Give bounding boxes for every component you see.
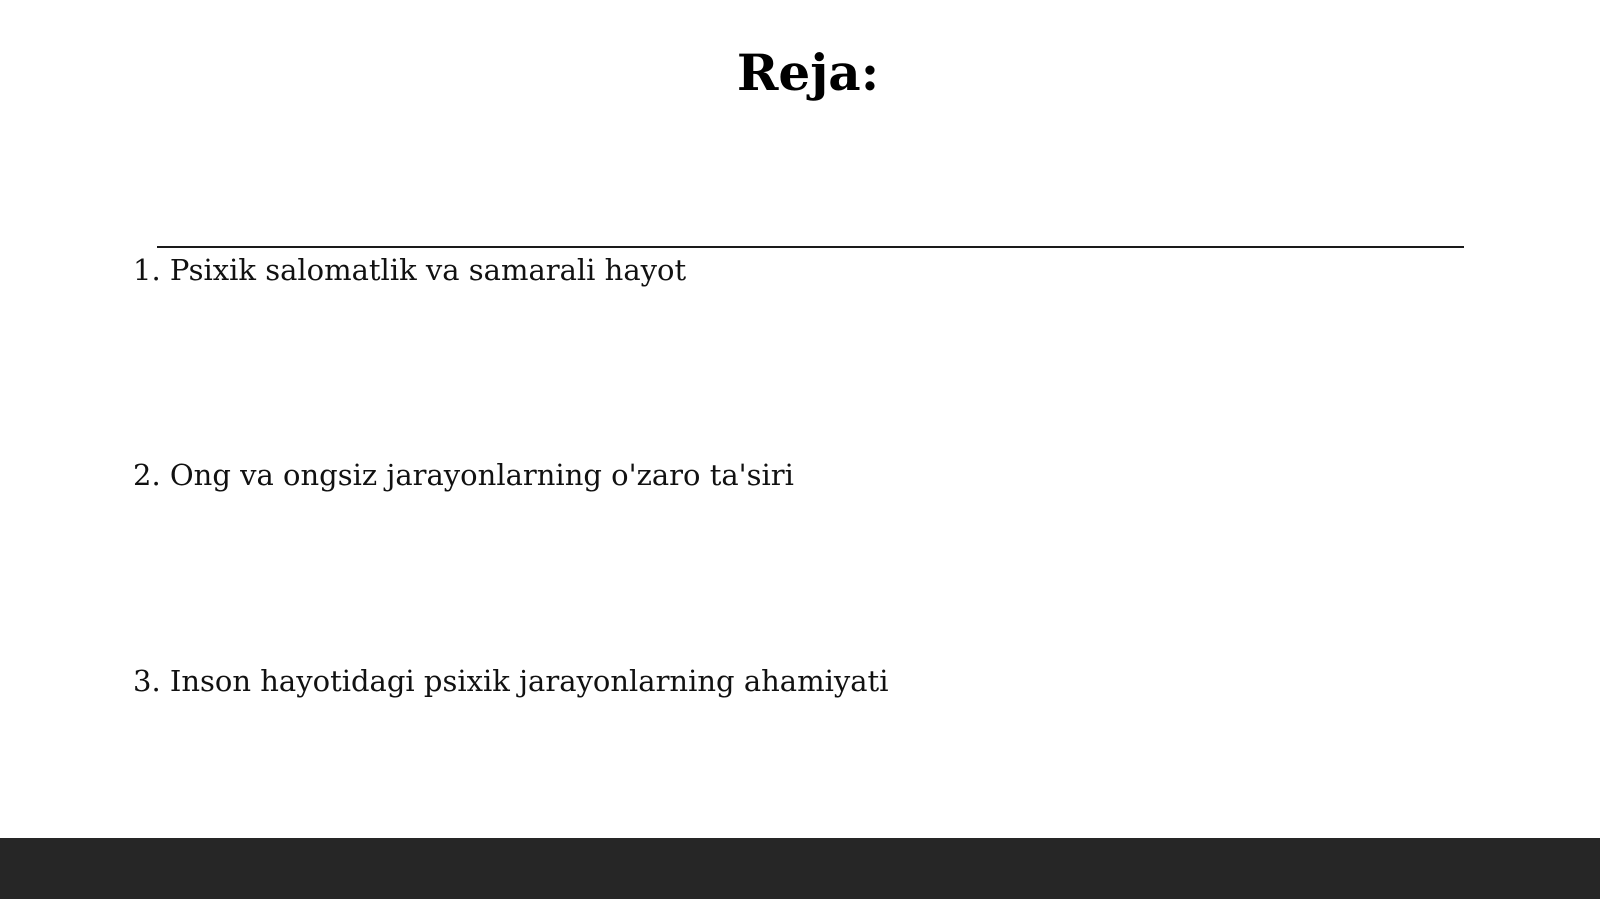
divider-line: [157, 246, 1464, 248]
plan-item: 3. Inson hayotidagi psixik jarayonlarning ahamiyati: [133, 664, 889, 698]
plan-item: 1. Psixik salomatlik va samarali hayot: [133, 253, 687, 287]
plan-item: 2. Ong va ongsiz jarayonlarning o'zaro ta'siri: [133, 458, 794, 492]
slide-title: Reja:: [736, 43, 880, 102]
footer-bar: [0, 838, 1600, 899]
